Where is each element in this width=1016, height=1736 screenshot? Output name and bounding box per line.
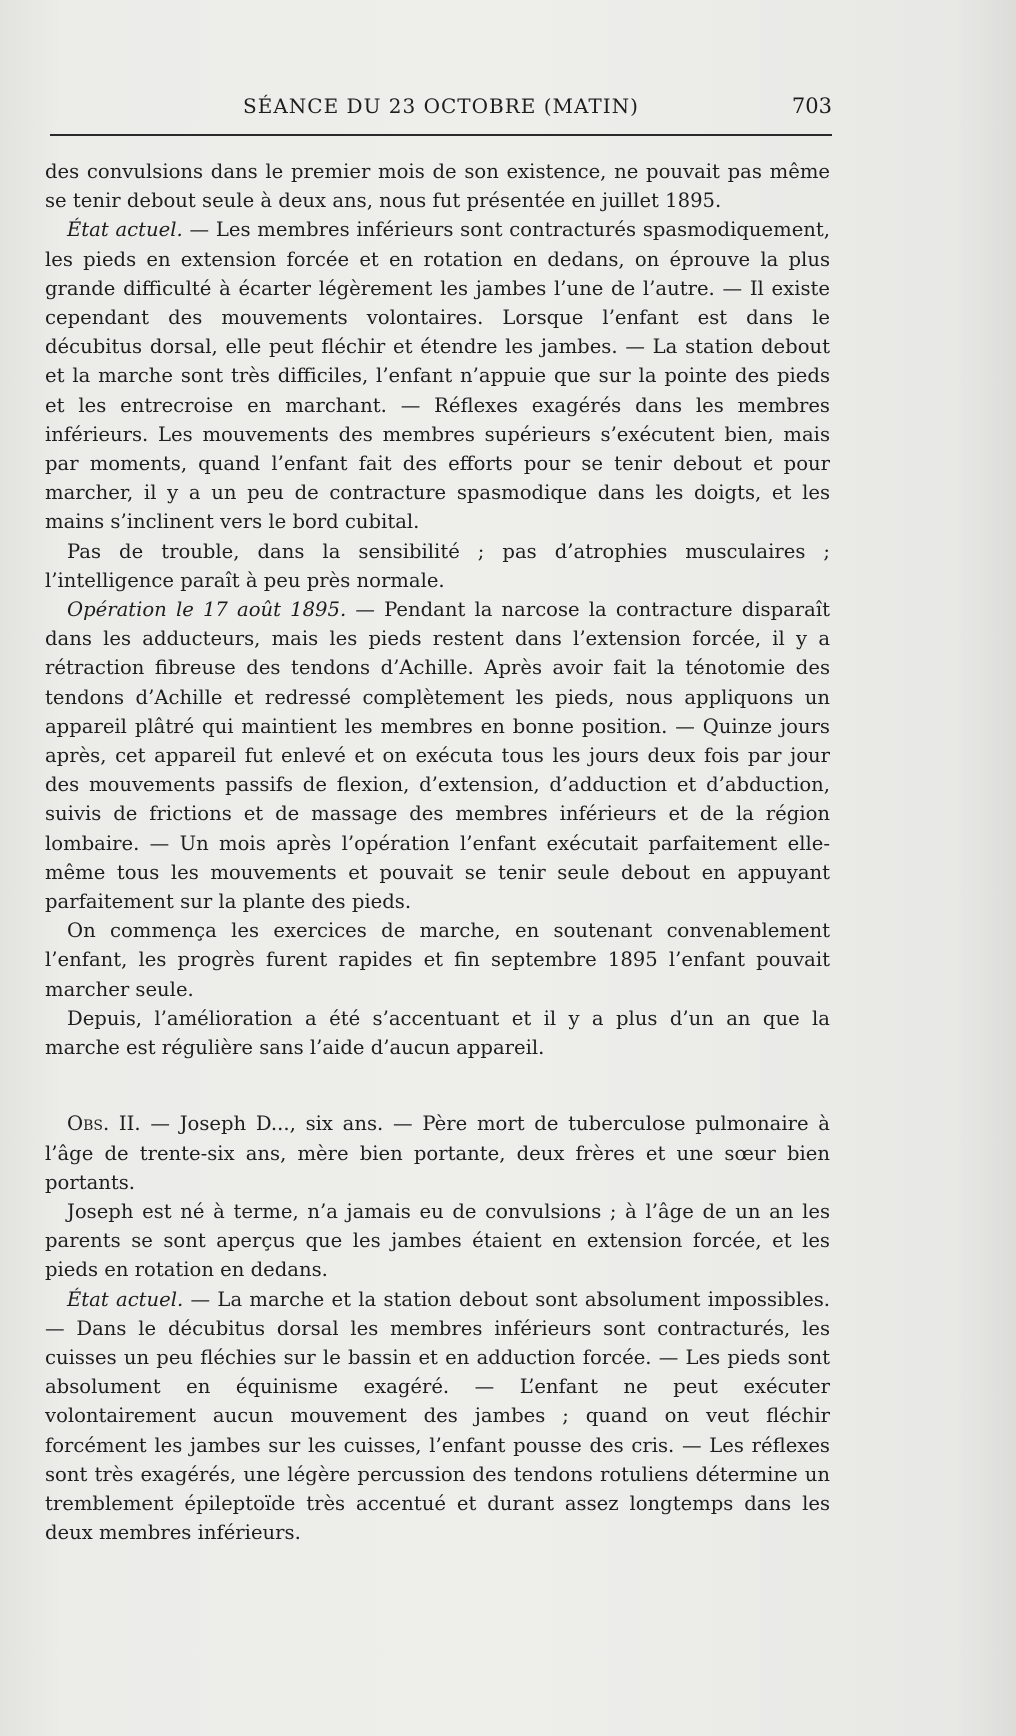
paragraph: On commença les exercices de marche, en soutenant convenablement l’enfant, les progrès furent rapides et fin septembre 1895 l’enfant pouvait marcher seule.	[45, 919, 830, 1001]
running-head: SÉANCE DU 23 OCTOBRE (MATIN)	[243, 94, 639, 118]
observation-label: Obs. II.	[67, 1112, 141, 1136]
paragraph: des convulsions dans le premier mois de son existence, ne pouvait pas même se tenir debout seule à deux ans, nous fut présentée en juillet 1895.	[45, 160, 830, 213]
paragraph	[45, 1285, 830, 1548]
paragraph	[45, 1109, 830, 1197]
paragraph	[45, 595, 830, 916]
body-text	[45, 157, 830, 1547]
paragraph-text: — Joseph D..., six ans. — Père mort de tuberculose pulmonaire à l’âge de trente-six ans, mère bien portante, deux frères et une sœur bien portants.	[45, 1112, 830, 1194]
paragraph	[45, 215, 830, 536]
paragraph-text: — Les membres inférieurs sont contracturés spasmodiquement, les pieds en extension forcée et en rotation en dedans, on éprouve la plus grande difficulté à écarter légèrement les jambes l’une de l’autre. — Il existe cependant des mouvements volontaires. Lorsque l’enfant est dans le décubitus dorsal, elle peut fléchir et étendre les jambes. — La station debout et la marche sont très difficiles, l’enfant n’appuie que sur la pointe des pieds et les entrecroise en marchant. — Réflexes exagérés dans les membres inférieurs. Les mouvements des membres supérieurs s’exécutent bien, mais par moments, quand l’enfant fait des efforts pour se tenir debout et pour marcher, il y a un peu de contracture spasmodique dans les doigts, et les mains s’inclinent vers le bord cubital.	[45, 218, 831, 534]
paragraph-text: — La marche et la station debout sont absolument impossibles. — Dans le décubitus dorsal les membres inférieurs sont contracturés, les cuisses un peu fléchies sur le bassin et en adduction forcée. — Les pieds sont absolument en équinisme exagéré. — L’enfant ne peut exécuter volontairement aucun mouvement des jambes ; quand on veut fléchir forcément les jambes sur les cuisses, l’enfant pousse des cris. — Les réflexes sont très exagérés, une légère percussion des tendons rotuliens détermine un tremblement épileptoïde très accentué et durant assez longtemps dans les deux membres inférieurs.	[45, 1287, 830, 1545]
page-number: 703	[791, 94, 832, 118]
paragraph: Depuis, l’amélioration a été s’accentuant et il y a plus d’un an que la marche est régulière sans l’aide d’aucun appareil.	[45, 1006, 830, 1060]
paragraph: Pas de trouble, dans la sensibilité ; pas d’atrophies musculaires ; l’intelligence paraît à peu près normale.	[45, 539, 830, 592]
section-label: État actuel.	[67, 1287, 184, 1311]
section-label: Opération le 17 août 1895.	[67, 598, 347, 622]
section-label: État actuel.	[67, 218, 183, 242]
page-header	[50, 94, 832, 124]
paragraph-text: — Pendant la narcose la contracture disparaît dans les adducteurs, mais les pieds restent dans l’extension forcée, il y a rétraction fibreuse des tendons d’Achille. Après avoir fait la ténotomie des tendons d’Achille et redressé complètement les pieds, nous appliquons un appareil plâtré qui maintient les membres en bonne position. — Quinze jours après, cet appareil fut enlevé et on exécuta tous les jours deux fois par jour des mouvements passifs de flexion, d’extension, d’adduction et d’abduction, suivis de frictions et de massage des membres inférieurs et de la région lombaire. — Un mois après l’opération l’enfant exécutait parfaitement elle-même tous les mouvements et pouvait se tenir seule debout en appuyant parfaitement sur la plante des pieds.	[45, 598, 831, 914]
paragraph: Joseph est né à terme, n’a jamais eu de convulsions ; à l’âge de un an les parents se sont aperçus que les jambes étaient en extension forcée, et les pieds en rotation en dedans.	[45, 1199, 830, 1282]
header-rule	[50, 134, 832, 136]
